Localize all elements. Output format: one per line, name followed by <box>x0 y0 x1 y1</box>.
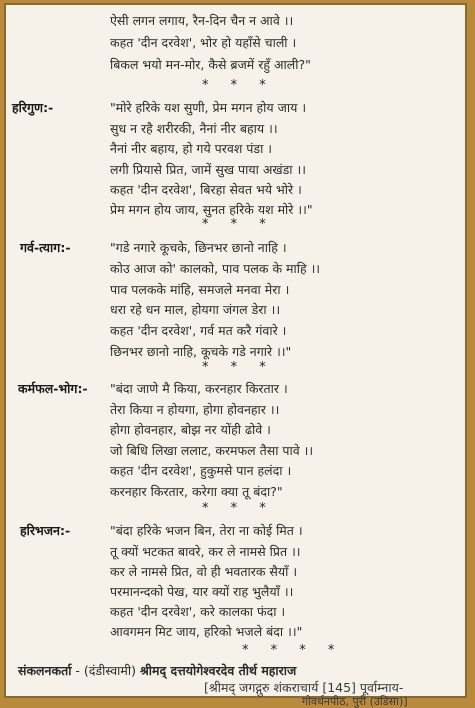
compiler-line <box>18 663 296 679</box>
verse-line: लगी प्रियासे प्रित, जामें सुख पाया अखंडा ।। <box>110 162 306 177</box>
verse-line: कहत 'दीन दरवेश', हुकुमसे पान हलंदा । <box>110 463 292 478</box>
separator-stars: * * * <box>202 217 275 232</box>
verse-line: परमानन्दको पेख, यार क्यों राह भुलैयाँ ।। <box>110 584 294 599</box>
verse-line: करनहार किरतार, करेगा क्या तू बंदा?" <box>110 484 283 499</box>
verse-line: कर ले नामसे प्रित, वो ही भवतारक सैयाँ । <box>110 564 298 579</box>
verse-line: नैनां नीर बहाय, हो गये परवश पंडा । <box>110 141 273 156</box>
verse-line: छिनभर छानो नाहि, कूचके गडे नगारे ।।" <box>110 344 292 359</box>
verse-line: पाव पलकके मांहि, समजले मनवा मेरा । <box>110 282 290 297</box>
verse-line: कहत 'दीन दरवेश', करे कालका फंदा । <box>110 604 286 619</box>
compiler-label: संकलनकर्ता <box>18 663 72 678</box>
verse-line: "गडे नगारे कूचके, छिनभर छानो नाहि । <box>110 240 287 255</box>
verse-line: आवगमन मिट जाय, हरिको भजले बंदा ।।" <box>110 624 303 639</box>
verse-line: कहत 'दीन दरवेश', गर्व मत करै गंवारे । <box>110 323 287 338</box>
separator-stars: * * * <box>202 501 275 516</box>
verse-line: होगा होवनहार, बोझ नर योंही ढोवे । <box>110 422 271 437</box>
verse-line: "बंदा हरिके भजन बिन, तेरा ना कोई मित । <box>110 523 303 538</box>
verse-line: कहत 'दीन दरवेश', बिरहा सेवत भये भोरे । <box>110 182 302 197</box>
compiler-prefix: - (दंडीस्वामी) <box>71 663 140 678</box>
intro-line: कहत 'दीन दरवेश', भोर हो यहाँसे चाली । <box>110 35 297 50</box>
verse-line: "मोरे हरिके यश सुणी, प्रेम मगन होय जाय । <box>110 100 307 115</box>
section-label: गर्व-त्याग:- <box>20 240 71 255</box>
verse-line: "बंदा जाणे मै किया, करनहार किरतार । <box>110 381 288 396</box>
verse-line: कोउ आज को' कालको, पाव पलक के माहि ।। <box>110 261 321 276</box>
verse-line: तेरा किया न होयगा, होगा होवनहार ।। <box>110 402 280 417</box>
verse-line: जो बिधि लिखा ललाट, करमफल तैसा पावे ।। <box>110 443 314 458</box>
compiler-name: श्रीमद् दत्तयोगेश्वरदेव तीर्थ महाराज <box>139 663 297 678</box>
book-page <box>4 3 467 708</box>
separator-stars: * * * <box>202 78 275 93</box>
compiler-affiliation: [श्रीमद् जगद्गुरु शंकराचार्य [145] पूर्वाम्नाय- <box>204 680 404 695</box>
verse-line: प्रेम मगन होय जाय, सुनत हरिके यश मोरे ।।" <box>110 202 313 217</box>
intro-line: बिकल भयो मन-मोर, कैसे ब्रजमें रहुँ आली?" <box>110 57 311 72</box>
verse-line: धरा रहे धन माल, होयगा जंगल डेरा ।। <box>110 302 281 317</box>
verse-line: सुध न रहै शरीरकी, नैनां नीर बहाय ।। <box>110 121 278 136</box>
verse-line: तू क्यों भटकत बावरे, कर ले नामसे प्रित ।। <box>110 544 301 559</box>
separator-stars: * * * <box>202 360 275 375</box>
section-label: हरिगुण:- <box>12 100 54 115</box>
section-label: हरिभजन:- <box>20 523 71 538</box>
compiler-affiliation-2: गोवर्धनपीठ, पुरी (उडिसा)] <box>302 695 408 708</box>
section-label: कर्मफल-भोग:- <box>18 381 88 396</box>
end-separator-stars: * * * * <box>242 643 344 658</box>
intro-line: ऐसी लगन लगाय, रैन-दिन चैन न आवे ।। <box>110 13 294 28</box>
